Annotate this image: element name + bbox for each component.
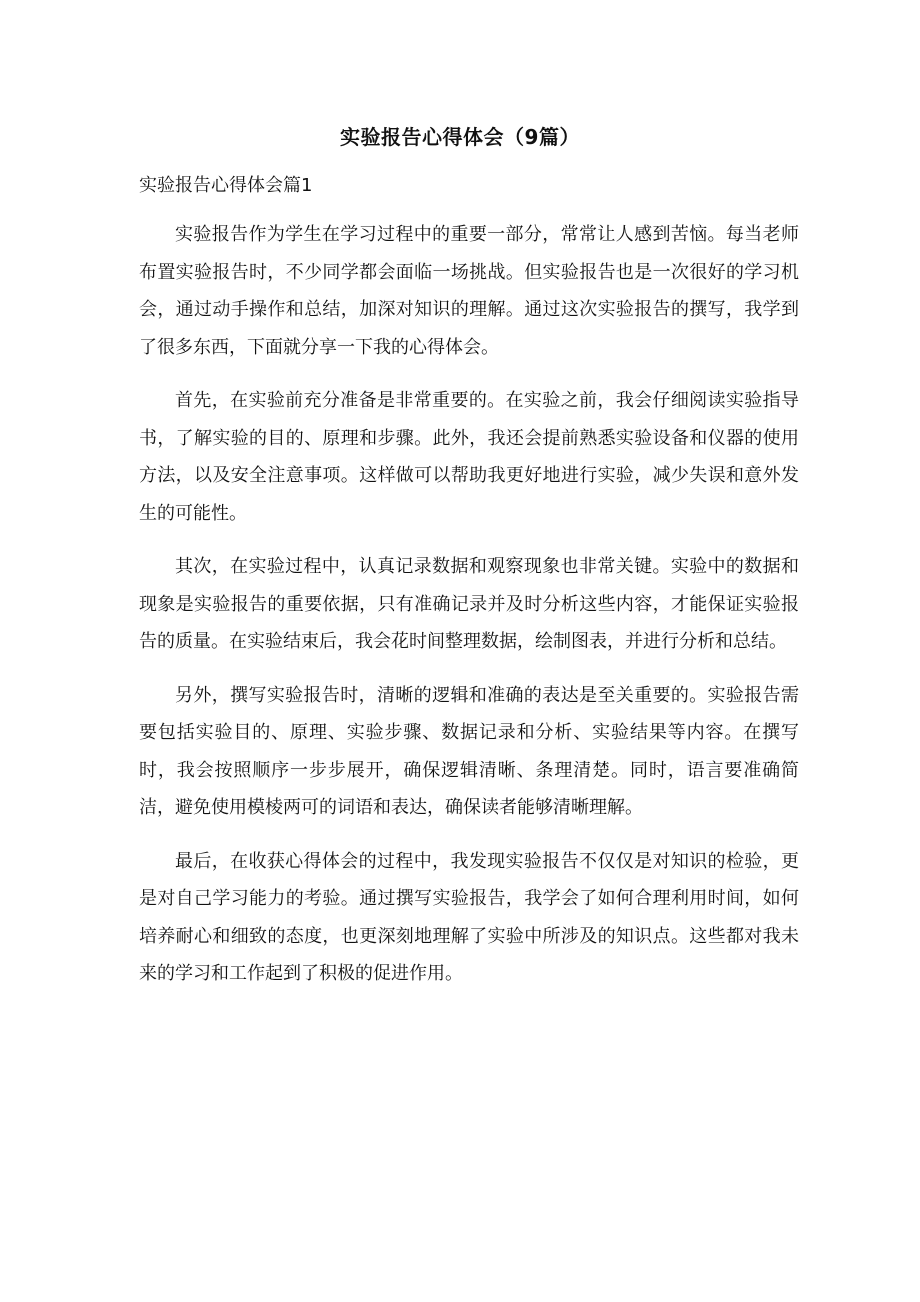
body-paragraph: 首先，在实验前充分准备是非常重要的。在实验之前，我会仔细阅读实验指导书，了解实验的目的、原理和步骤。此外，我还会提前熟悉实验设备和仪器的使用方法，以及安全注意事项。这样做可以帮助我更好地进行实验，减少失误和意外发生的可能性。 bbox=[139, 390, 799, 524]
body-paragraph: 其次，在实验过程中，认真记录数据和观察现象也非常关键。实验中的数据和现象是实验报告的重要依据，只有准确记录并及时分析这些内容，才能保证实验报告的质量。在实验结束后，我会花时间整理数据，绘制图表，并进行分析和总结。 bbox=[139, 556, 799, 652]
document-body bbox=[139, 216, 799, 1009]
body-paragraph: 实验报告作为学生在学习过程中的重要一部分，常常让人感到苦恼。每当老师布置实验报告时，不少同学都会面临一场挑战。但实验报告也是一次很好的学习机会，通过动手操作和总结，加深对知识的理解。通过这次实验报告的撰写，我学到了很多东西，下面就分享一下我的心得体会。 bbox=[139, 224, 799, 358]
section-heading: 实验报告心得体会篇1 bbox=[139, 175, 313, 196]
body-paragraph: 另外，撰写实验报告时，清晰的逻辑和准确的表达是至关重要的。实验报告需要包括实验目的、原理、实验步骤、数据记录和分析、实验结果等内容。在撰写时，我会按照顺序一步步展开，确保逻辑清晰、条理清楚。同时，语言要准确简洁，避免使用模棱两可的词语和表达，确保读者能够清晰理解。 bbox=[139, 684, 799, 818]
document-title: 实验报告心得体会（9篇） bbox=[340, 125, 580, 149]
body-paragraph: 最后，在收获心得体会的过程中，我发现实验报告不仅仅是对知识的检验，更是对自己学习能力的考验。通过撰写实验报告，我学会了如何合理利用时间，如何培养耐心和细致的态度，也更深刻地理解了实验中所涉及的知识点。这些都对我未来的学习和工作起到了积极的促进作用。 bbox=[139, 850, 799, 984]
